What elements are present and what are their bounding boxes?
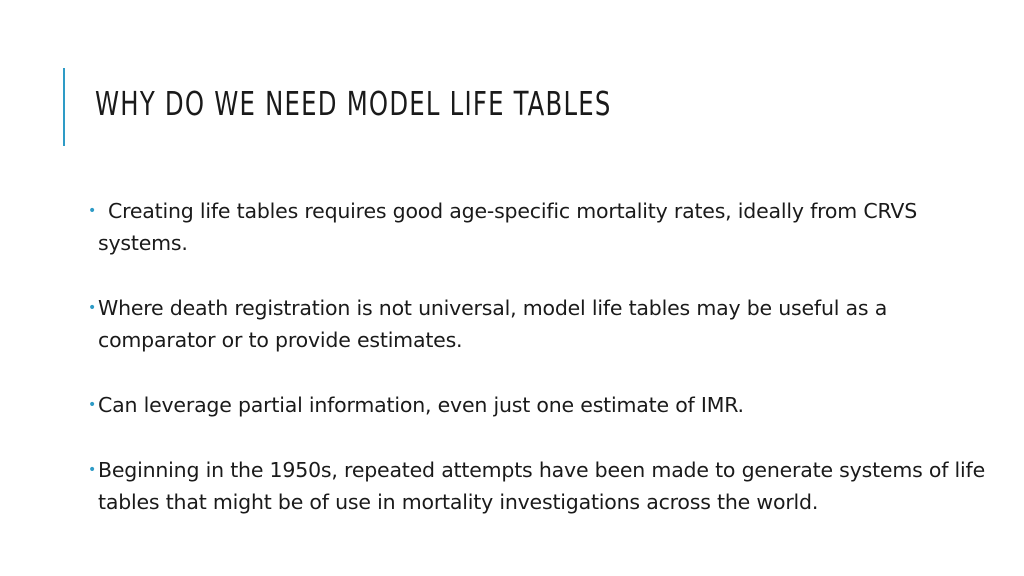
slide-title: WHY DO WE NEED MODEL LIFE TABLES — [95, 84, 612, 123]
bullet-item — [88, 454, 988, 518]
bullet-icon: • — [88, 203, 97, 219]
bullet-icon: • — [88, 397, 97, 413]
bullet-text: Creating life tables requires good age-specific mortality rates, ideally from CRVS systems. — [98, 199, 918, 255]
bullet-text: Where death registration is not universal, model life tables may be useful as a comparator or to provide estimates. — [98, 296, 888, 352]
bullet-text: Beginning in the 1950s, repeated attempts have been made to generate systems of life tables that might be of use in mortality investigations across the world. — [98, 458, 985, 514]
bullet-list — [88, 195, 988, 551]
bullet-item — [88, 292, 988, 356]
bullet-text: Can leverage partial information, even just one estimate of IMR. — [98, 393, 744, 417]
bullet-icon: • — [88, 300, 97, 316]
bullet-item — [88, 389, 988, 421]
bullet-item — [88, 195, 988, 259]
bullet-icon: • — [88, 462, 97, 478]
title-accent-bar — [63, 68, 65, 146]
